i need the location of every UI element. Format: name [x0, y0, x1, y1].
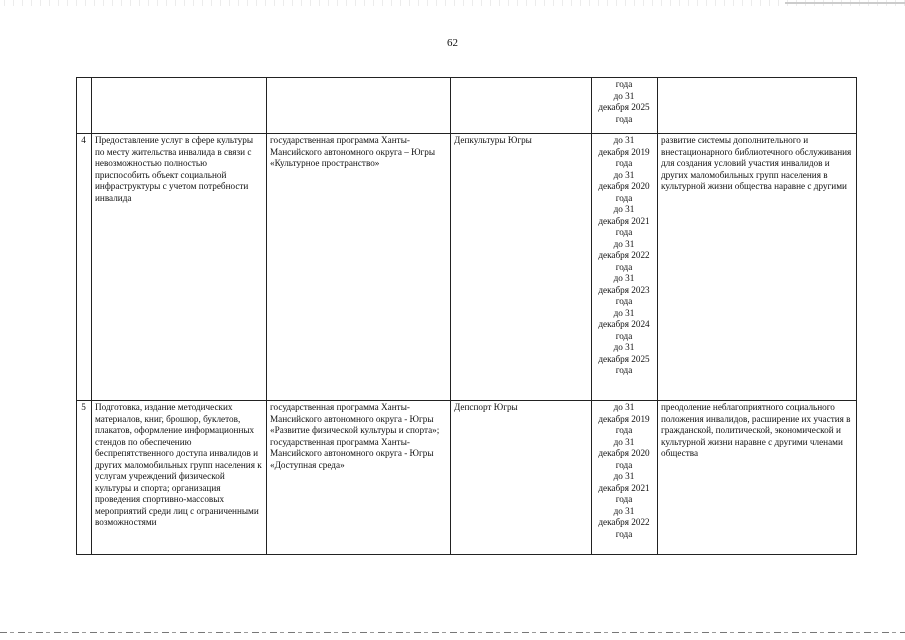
term-line: года	[615, 425, 633, 435]
program-cell: государственная программа Ханты-Мансийского автономного округа – Югры «Культурное пространство»	[267, 134, 451, 401]
term-line: до 31	[613, 436, 635, 447]
term-line: до 31	[613, 342, 635, 352]
result-cell	[658, 78, 857, 134]
term-line: года	[615, 365, 633, 375]
term-line: декабря 2022	[598, 517, 650, 527]
executor-cell: Депкультуры Югры	[451, 134, 592, 401]
term-line: года	[615, 113, 633, 124]
result-cell: преодоление неблагоприятного социального положения инвалидов, расширение их участия в гражданской, политической, экономической и культурной жизни наравне с другими членами общества	[658, 401, 857, 555]
term-line: года	[615, 227, 633, 237]
term-line: года	[615, 261, 633, 272]
table-row	[77, 134, 857, 401]
term-line: года	[615, 494, 633, 504]
term-line: до 31	[613, 402, 635, 412]
table-row	[77, 78, 857, 134]
row-number-cell: 5	[77, 401, 92, 555]
term-line: до 31	[613, 471, 635, 481]
term-line: года	[615, 330, 633, 341]
term-line: до 31	[613, 135, 635, 145]
term-line: года	[615, 528, 633, 539]
page-number: 62	[447, 37, 458, 49]
term-line: декабря 2021	[598, 215, 650, 226]
term-line: до 31	[613, 273, 635, 283]
scan-edge-top	[0, 0, 905, 6]
term-line: года	[615, 296, 633, 306]
scan-edge-bottom	[0, 630, 905, 636]
term-line: года	[615, 158, 633, 168]
term-line: декабря 2023	[598, 284, 650, 295]
term-line: декабря 2025	[598, 102, 650, 112]
term-line: декабря 2020	[598, 448, 650, 458]
program-cell	[267, 78, 451, 134]
executor-cell	[451, 78, 592, 134]
term-line: декабря 2025	[598, 353, 650, 364]
term-line: года	[615, 192, 633, 203]
term-line: года	[615, 459, 633, 470]
terms-cell	[592, 134, 658, 401]
term-line: декабря 2019	[598, 413, 650, 424]
term-line: года	[615, 79, 633, 89]
term-line: до 31	[613, 307, 635, 318]
term-line: декабря 2022	[598, 250, 650, 260]
term-line: декабря 2019	[598, 146, 650, 157]
term-line: до 31	[613, 169, 635, 180]
measure-cell: Предоставление услуг в сфере культуры по месту жительства инвалида в связи с невозможностью полностью приспособить объект социальной инфраструктуры с учетом потребности инвалида	[92, 134, 267, 401]
row-number-cell: 4	[77, 134, 92, 401]
row-number-cell	[77, 78, 92, 134]
term-line: до 31	[613, 505, 635, 516]
term-line: до 31	[613, 238, 635, 249]
executor-cell: Депспорт Югры	[451, 401, 592, 555]
term-line: до 31	[613, 90, 635, 101]
term-line: декабря 2020	[598, 181, 650, 191]
term-line: декабря 2021	[598, 482, 650, 493]
table-row	[77, 401, 857, 555]
terms-cell	[592, 401, 658, 555]
program-cell: государственная программа Ханты-Мансийского автономного округа - Югры «Развитие физической культуры и спорта»; государственная программа Ханты-Мансийского автономного округа - Югры «Доступная среда»	[267, 401, 451, 555]
measure-cell: Подготовка, издание методических материалов, книг, брошюр, буклетов, плакатов, оформление информационных стендов по обеспечению беспрепятственного доступа инвалидов и других маломобильных групп населения к услугам учреждений физической культуры и спорта; организация проведения спортивно-массовых мероприятий среди лиц с ограниченными возможностями	[92, 401, 267, 555]
measures-table	[76, 77, 857, 555]
terms-cell	[592, 78, 658, 134]
measure-cell	[92, 78, 267, 134]
term-line: до 31	[613, 204, 635, 214]
term-line: декабря 2024	[598, 319, 650, 329]
result-cell: развитие системы дополнительного и внестационарного библиотечного обслуживания для создания условий участия инвалидов и других маломобильных групп населения в культурной жизни общества наравне с другими	[658, 134, 857, 401]
